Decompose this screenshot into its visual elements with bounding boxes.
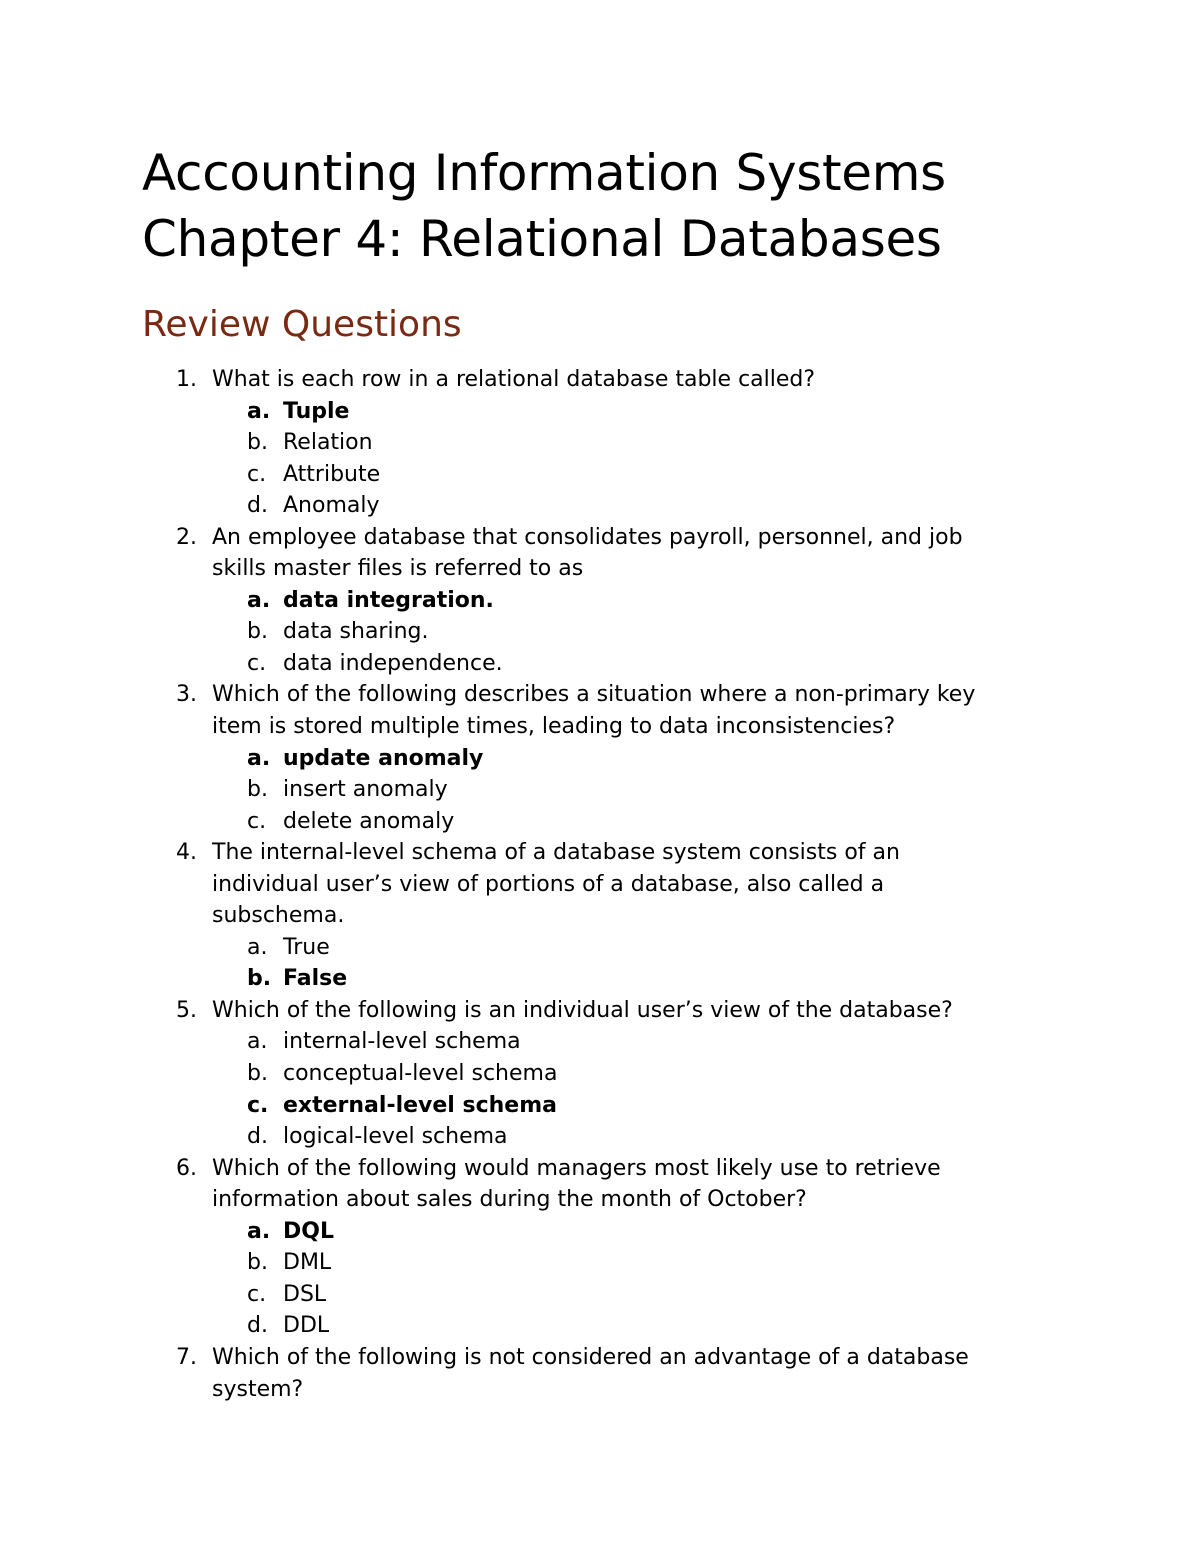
option-text: Relation	[283, 430, 373, 456]
question-line	[0, 869, 1200, 901]
question-text: system?	[212, 1376, 304, 1402]
option-letter: c.	[247, 1092, 269, 1118]
option-text: Anomaly	[283, 493, 380, 519]
answer-option	[0, 1121, 1200, 1153]
option-letter: a.	[247, 934, 268, 960]
option-text: delete anomaly	[283, 808, 455, 834]
question-number: 2.	[176, 524, 197, 550]
option-letter: d.	[247, 1313, 268, 1339]
option-letter: a.	[247, 587, 271, 613]
question-line	[0, 1153, 1200, 1185]
option-text: internal-level schema	[283, 1029, 521, 1055]
option-text: insert anomaly	[283, 777, 448, 803]
answer-option	[0, 648, 1200, 680]
question-number: 3.	[176, 682, 197, 708]
question-line	[0, 522, 1200, 554]
option-letter: b.	[247, 777, 268, 803]
option-letter: c.	[247, 808, 267, 834]
section-heading: Review Questions	[142, 304, 462, 345]
option-letter: c.	[247, 1281, 267, 1307]
answer-option	[0, 806, 1200, 838]
answer-option	[0, 1279, 1200, 1311]
answer-option	[0, 459, 1200, 491]
answer-option	[0, 932, 1200, 964]
answer-option	[0, 616, 1200, 648]
option-letter: a.	[247, 1029, 268, 1055]
question-text: The internal-level schema of a database system consists of an	[212, 840, 900, 866]
answer-option-correct	[0, 396, 1200, 428]
question-text: skills master files is referred to as	[212, 556, 584, 582]
option-letter: b.	[247, 1061, 268, 1087]
question-line	[0, 995, 1200, 1027]
option-text: DSL	[283, 1281, 327, 1307]
option-letter: a.	[247, 1218, 271, 1244]
question-number: 4.	[176, 840, 197, 866]
answer-option	[0, 490, 1200, 522]
answer-option	[0, 1247, 1200, 1279]
option-text: Tuple	[283, 398, 350, 424]
option-letter: b.	[247, 966, 272, 992]
option-text: DQL	[283, 1218, 334, 1244]
option-text: update anomaly	[283, 745, 484, 771]
question-number: 5.	[176, 997, 197, 1023]
question-line	[0, 553, 1200, 585]
title-line-1: Accounting Information Systems	[142, 144, 946, 202]
question-text: Which of the following would managers most likely use to retrieve	[212, 1155, 941, 1181]
question-line	[0, 679, 1200, 711]
answer-option	[0, 1058, 1200, 1090]
answer-option-correct	[0, 585, 1200, 617]
option-text: True	[283, 934, 330, 960]
option-text: data integration.	[283, 587, 494, 613]
option-text: logical-level schema	[283, 1124, 508, 1150]
question-list	[0, 364, 1200, 1405]
question-line	[0, 711, 1200, 743]
document-title	[142, 140, 1142, 272]
option-letter: a.	[247, 745, 271, 771]
option-text: DDL	[283, 1313, 330, 1339]
question-line	[0, 900, 1200, 932]
question-text: individual user’s view of portions of a database, also called a	[212, 871, 885, 897]
question-line	[0, 364, 1200, 396]
question-number: 7.	[176, 1344, 197, 1370]
question-line	[0, 1374, 1200, 1406]
option-letter: b.	[247, 619, 268, 645]
answer-option-correct	[0, 1216, 1200, 1248]
question-number: 6.	[176, 1155, 197, 1181]
option-letter: b.	[247, 430, 268, 456]
answer-option	[0, 1310, 1200, 1342]
answer-option	[0, 427, 1200, 459]
answer-option-correct	[0, 963, 1200, 995]
question-number: 1.	[176, 367, 197, 392]
option-text: external-level schema	[283, 1092, 557, 1118]
answer-option	[0, 774, 1200, 806]
option-text: False	[283, 966, 348, 992]
title-line-2: Chapter 4: Relational Databases	[142, 210, 942, 268]
option-letter: c.	[247, 461, 267, 487]
question-line	[0, 1342, 1200, 1374]
question-text: information about sales during the month of October?	[212, 1187, 807, 1213]
option-letter: d.	[247, 1124, 268, 1150]
question-text: Which of the following is not considered an advantage of a database	[212, 1344, 969, 1370]
question-line	[0, 1184, 1200, 1216]
question-line	[0, 837, 1200, 869]
option-text: data independence.	[283, 650, 503, 676]
option-letter: b.	[247, 1250, 268, 1276]
option-text: Attribute	[283, 461, 381, 487]
question-text: item is stored multiple times, leading to data inconsistencies?	[212, 714, 896, 740]
option-letter: c.	[247, 650, 267, 676]
option-text: conceptual-level schema	[283, 1061, 558, 1087]
option-text: data sharing.	[283, 619, 429, 645]
question-text: What is each row in a relational database table called?	[212, 367, 816, 392]
question-text: subschema.	[212, 903, 345, 929]
answer-option-correct	[0, 743, 1200, 775]
question-text: An employee database that consolidates payroll, personnel, and job	[212, 524, 963, 550]
question-text: Which of the following is an individual user’s view of the database?	[212, 997, 953, 1023]
option-letter: a.	[247, 398, 271, 424]
question-text: Which of the following describes a situation where a non-primary key	[212, 682, 976, 708]
answer-option	[0, 1026, 1200, 1058]
option-letter: d.	[247, 493, 268, 519]
option-text: DML	[283, 1250, 332, 1276]
answer-option-correct	[0, 1090, 1200, 1122]
